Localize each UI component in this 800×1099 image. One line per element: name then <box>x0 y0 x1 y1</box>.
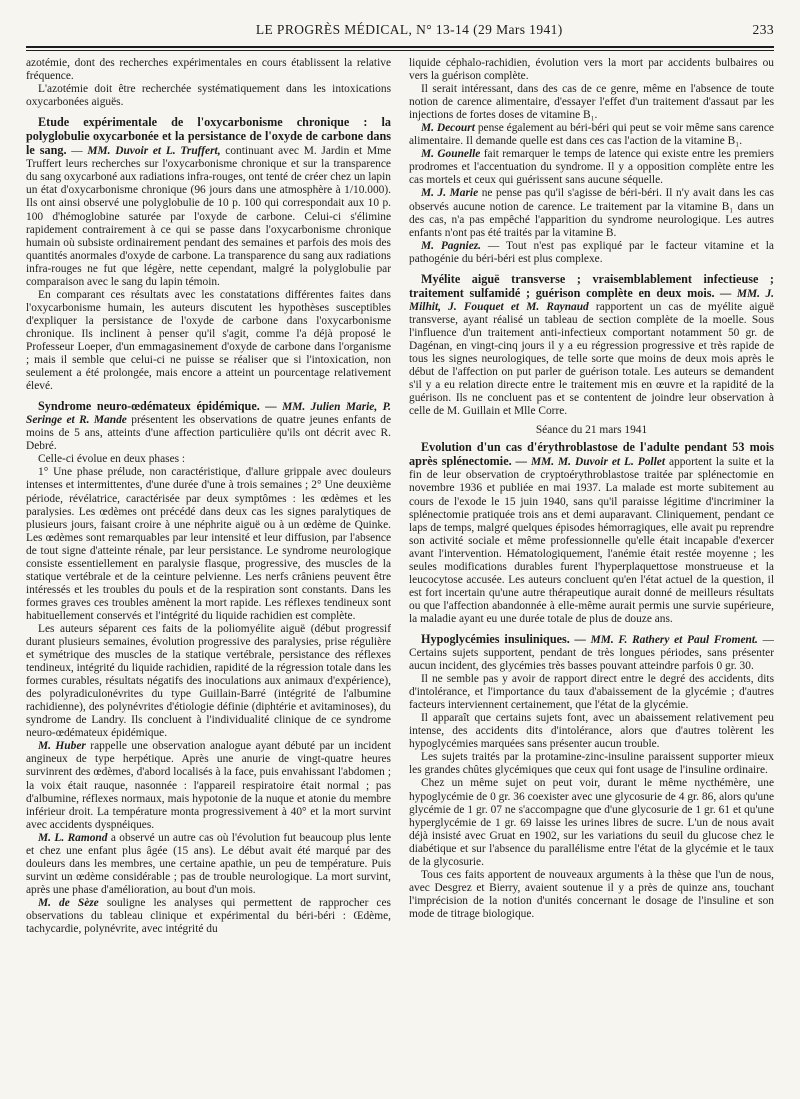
paragraph: En comparant ces résultats avec les constatations différentes faites dans l'oxycarbonisme humain, les auteurs discutent les hypothèses susceptibles d'expliquer la persistance de l'oxyde de carbone dans l'oxycarbonisme chronique. Ils inclinent à penser qu'il s'agit, comme l'a déjà proposé le Professeur Loeper, d'un emmagasinement d'oxyde de carbone dans l'organisme ; mais il semble que celui-ci ne puisse se réaliser que si l'intoxication, non seulement a été prolongée, mais encore a atteint un pourcentage relativement élevé. <box>26 288 391 393</box>
section-authors: MM. Duvoir et L. Truffert, <box>87 145 221 158</box>
left-column <box>26 57 391 1097</box>
paragraph-text: présentent les observations de quatre jeunes enfants de moins de 5 ans, atteints d'une affection particulière qu'ils ont décrit avec R. Debré. <box>26 414 391 453</box>
right-column <box>409 57 774 1097</box>
paragraph <box>26 832 391 897</box>
paragraph <box>26 897 391 936</box>
section-heading: Hypoglycémies insuliniques. <box>421 631 570 646</box>
session-date: Séance du 21 mars 1941 <box>535 424 648 437</box>
paragraph-text: pense également au béri-béri qui peut se voir même sans carence alimentaire. Il demande quelle est dans ces cas l'action de la vitamine B₁. <box>409 122 774 148</box>
section-heading: Evolution d'un cas d'érythroblastose de l'adulte pendant 53 mois après splénectomie. <box>409 440 774 469</box>
section-heading: Syndrome neuro-œdémateux épidémique. <box>38 399 260 414</box>
paragraph: 1° Une phase prélude, non caractéristique, d'allure grippale avec douleurs intenses et intermittentes, d'une durée d'une à trois semaines ; 2° Une deuxième période, révélatrice, caractérisée par deux symptômes : les œdèmes et les paralysies. Les œdèmes ont précédé dans deux cas les signes paralytiques de plusieurs jours, faisant croire à une néphrite aiguë ou à un œdème de Quinke. Les œdèmes sont remarquables par leur intensité et leur diffusion, par l'absence de tout signe d'atteinte rénale, par leur persistance. Le syndrome neurologique consiste essentiellement en paralysie flasque, progressive, des muscles de la statique vertébrale et de la ceinture pelvienne. Les nerfs crâniens peuvent être intéressés et les troubles du pouls et de la respiration sont constants. Dans les formes graves ces troubles amènent la mort rapide. Les réflexes tendineux sont habituellement conservés et l'intégrité du liquide rachidien est complète. <box>26 466 391 622</box>
section-hypoglycemies <box>409 633 774 673</box>
section-authors: — MM. J. Milhit, J. Fouquet et M. Raynaud <box>409 287 774 313</box>
journal-title: LE PROGRÈS MÉDICAL, N° 13-14 (29 Mars 1941) <box>255 22 563 37</box>
discussant: M. Pagniez. <box>421 239 482 252</box>
paragraph-text: ne pense pas qu'il s'agisse de béri-béri. Il n'y avait dans les cas observés aucune notion de carence. Le traitement par la vitamine B₁ dans un des cas, n'a pas empêché l'apparition du syndrome neurologique. Les autres enfants n'ont pas été traités par la vitamine B. <box>409 187 774 239</box>
paragraph: Il apparaît que certains sujets font, avec un abaissement relativement peu intense, des accidents dits d'intolérance, alors que d'autres tolèrent les hypoglycémies marquées sans présenter aucun trouble. <box>409 712 774 751</box>
paragraph-text: souligne les analyses qui permettent de rapprocher ces observations du tableau clinique et expérimental du béri-béri : Œdème, tachycardie, polynévrite, avec intégrité du <box>26 896 391 936</box>
discussant: M. de Sèze <box>38 896 99 909</box>
paragraph: L'azotémie doit être recherchée systématiquement dans les intoxications oxycarbonées aiguës. <box>26 83 391 109</box>
section-heading: Myélite aiguë transverse ; vraisemblablement infectieuse ; traitement sulfamidé ; guérison complète en deux mois. <box>409 271 774 300</box>
header-rule-thin <box>26 50 774 51</box>
discussant: M. L. Ramond <box>38 831 108 844</box>
paragraph-text: — Certains sujets supportent, pendant de très longues périodes, sans présenter aucun incident, des glycémies très basses pouvant atteindre parfois 0 gr. 30. <box>409 633 774 673</box>
discussant: M. Huber <box>38 740 86 753</box>
section-heading: Etude expérimentale de l'oxycarbonisme chronique : la polyglobulie oxycarbonée et la persistance de l'oxyde de carbone dans le sang. <box>26 115 391 158</box>
paragraph-text: continuant avec M. Jardin et Mme Truffert leurs recherches sur l'oxycarbonisme chronique et sur la transparence du sang oxycarboné aux radiations infra-rouges, ont tenté de créer chez un lapin un état d'oxycarbonisme chronique (96 jours dans une atmosphère à 1/10.000). Ils ont ainsi observé une polyglobulie de 10 p. 100 qui correspondait aux 10 p. 100 d'hémoglobine saturée par l'oxyde de carbone. Celui-ci s'élimine rapidement contrairement à ce qui se passe dans l'oxycarbonisme chronique humain où subsiste ordinairement pendant des semaines et parfois des mois des quantités anormales d'oxyde de carbone. La transparence du sang aux radiations infra-rouges ne fut que légère, nette cependant, malgré la polyglobulie par comparaison avec le sang du lapin témoin. <box>26 145 391 288</box>
paragraph <box>409 187 774 239</box>
paragraph: liquide céphalo-rachidien, évolution vers la mort par accidents bulbaires ou vers la guérison complète. <box>409 57 774 83</box>
paragraph-text: a observé un autre cas où l'évolution fut beaucoup plus lente et chez une enfant plus âgée (15 ans). Le début avait été marqué par des douleurs dans les membres, une certaine apathie, un peu de température. Puis survint un œdème considérable ; pas de trouble neurologique. La mort survint, après une phase d'amélioration, au bout d'un mois. <box>26 831 391 896</box>
page-number: 233 <box>752 22 774 37</box>
paragraph <box>409 240 774 266</box>
paragraph: Tous ces faits apportent de nouveaux arguments à la thèse que l'un de nous, avec Desgrez et Bierry, avaient soutenue il y a près de quinze ans, touchant l'imprécision de la notion d'unités concernant le dosage de l'insuline et son mode de titrage biologique. <box>409 868 774 920</box>
paragraph: Les auteurs séparent ces faits de la poliomyélite aiguë (début progressif durant plusieurs semaines, évolution progressive des paralysies, prise régulière et symétrique des muscles de la statique vertébrale, persistance des réflexes tendineux, intégrité du liquide rachidien, rapidité de la régression totale dans les formes curables, résultats négatifs des inoculations aux animaux d'expérience), des polyradiculonévrites du type Guillain-Barré (intégrité de l'albumine rachidienne), des polynévrites d'étiologie définie (diphtérie et avitaminoses), du syndrome de Landry. Ils concluent à l'individualité clinique de ce syndrome neuro-œdémateux épidémique. <box>26 622 391 740</box>
paragraph-text: fait remarquer le temps de latence qui existe entre les premiers prodromes et l'accentuation du syndrome. Il y a opposition complète entre les cas mortels et ceux qui guérissent sans aucune séquelle. <box>409 148 774 187</box>
section-oxycarbonisme: Etude expérimentale de l'oxycarbonisme chronique : la polyglobulie oxycarbonée et la persistance de l'oxyde de carbone dans le sang. — MM. Duvoir et L. Truffert, continuant avec M. Jardin et Mme Truffert leurs recherches sur l'oxycarbonisme chronique et sur la transparence du sang oxycarboné aux radiations infra-rouges, ont tenté de créer chez un lapin un état d'oxycarbonisme chronique (96 jours dans une atmosphère à 1/10.000). Ils ont ainsi observé une polyglobulie de 10 p. 100 qui correspondait aux 10 p. 100 d'hémoglobine saturée par l'oxyde de carbone. Celui-ci s'élimine rapidement contrairement à ce qui se passe dans l'oxycarbonisme chronique humain où subsiste ordinairement pendant des semaines et parfois des mois des quantités anormales d'oxyde de carbone. La transparence du sang aux radiations infra-rouges ne fut que légère, nette cependant, malgré la polyglobulie par comparaison avec le sang du lapin témoin. <box>26 115 391 288</box>
header-rule <box>26 46 774 48</box>
paragraph-text: apportent la suite et la fin de leur observation de cryptoérythroblastose traitée par splénectomie en novembre 1936 et publiée en mai 1937. La malade est morte subitement au cours de l'exode le 15 juin 1940, sans qu'il paraisse légitime d'incriminer la splénectomie pratiquée trois ans et demi auparavant. Cliniquement, pendant ce laps de temps, malgré quelques épisodes hémorragiques, elle avait pu reprendre son activité sociale et même professionnelle qu'elle était incapable d'exercer avant l'intervention. Hématologiquement, l'anémie était restée moyenne ; les seules modifications durables furent l'hyperplaquettose monstrueuse et la leucocytose accusée. Les auteurs concluent qu'en l'état actuel de la question, il est fort incertain qu'une autre thérapeutique aurait donné de meilleurs résultats ou que l'affection abandonnée à elle-même aurait permis une survie supérieure, la maladie ayant eu une durée totale de plus de douze ans. <box>409 456 774 625</box>
paragraph: Il serait intéressant, dans des cas de ce genre, même en l'absence de toute notion de carence alimentaire, d'essayer l'effet d'un traitement d'assaut par les injections de fortes doses de vitamine B₁. <box>409 83 774 122</box>
paragraph: Celle-ci évolue en deux phases : <box>38 453 186 466</box>
section-authors: — MM. Julien Marie, P. Seringe et R. Mande <box>26 401 391 427</box>
paragraph: Il ne semble pas y avoir de rapport direct entre le degré des accidents, dits d'intolérance, et l'importance du taux d'abaissement de la glycémie ; d'autres facteurs interviennent certainement, que l'état de la glycémie. <box>409 673 774 712</box>
discussant: M. J. Marie <box>421 187 479 200</box>
discussant: M. Gounelle <box>421 148 481 161</box>
section-neuro-oedemateux <box>26 400 391 453</box>
paragraph: Les sujets traités par la protamine-zinc-insuline paraissent supporter mieux les grandes chûtes glycémiques que ceux qui font usage de l'insuline ordinaire. <box>409 751 774 777</box>
paragraph <box>409 122 774 148</box>
section-erythroblastose <box>409 441 774 626</box>
paragraph: Chez un même sujet on peut voir, durant le même nycthémère, une hypoglycémie de 0 gr. 36 coexister avec une glycosurie de 4 gr. 86, alors qu'une glycémie de 1 gr. 07 ne s'accompagne que d'une glycosurie de 1 gr. 61 et qu'une hyperglycémie de 1 gr. 69 laisse les urines libres de sucre. L'un de nous avait déjà insisté avec Gruat en 1902, sur les variations du seuil du glucose chez le diabétique et sur l'absence du parallélisme entre l'état de la glycémie et le taux de la glycosurie. <box>409 777 774 868</box>
paragraph-text: — Tout n'est pas expliqué par le facteur vitamine et la pathogénie du béri-béri est plus complexe. <box>409 239 774 265</box>
paragraph-text: rapportent un cas de myélite aiguë transverse, ayant réalisé un tableau de section complète de la moelle. Sous l'influence d'un traitement anti-infectieux comportant notamment 50 gr. de Dagénan, en vingt-cinq jours il y a eu régression progressive et très rapide de tous les signes neurologiques, de telle sorte que moins de deux mois après le début de l'affection on put parler de guérison totale. Les auteurs se demandent s'il y a eu relation directe entre le traitement mis en œuvre et la rapidité de la guérison. Ils ne concluent pas et se contentent de joindre leur observation à celle de M. Guillain et Mlle Corre. <box>409 300 774 418</box>
section-authors: — MM. F. Rathery et Paul Froment. <box>574 633 758 646</box>
paragraph: azotémie, dont des recherches expérimentales en cours établissent la relative fréquence. <box>26 57 391 83</box>
running-header <box>26 22 774 42</box>
section-myelite <box>409 273 774 419</box>
paragraph <box>409 148 774 187</box>
section-authors: — MM. M. Duvoir et L. Pollet <box>515 456 665 469</box>
discussant: M. Decourt <box>421 122 475 135</box>
paragraph <box>26 740 391 831</box>
paragraph-text: rappelle une observation analogue ayant débuté par un incident angineux de type herpétique. Après une anurie de vingt-quatre heures survinrent des œdèmes, d'abord localisés à la face, puis envahissant l'abdomen ; la voix était rauque, nasonnée : l'appareil respiratoire était normal ; pas d'albumine, réflexes normaux, mais hypotonie de la nuque et atonie du membre inférieur droit. La température monta progressivement à 40° et la mort survint avec accidents dyspnéiques. <box>26 740 391 831</box>
text-columns <box>26 57 774 1097</box>
